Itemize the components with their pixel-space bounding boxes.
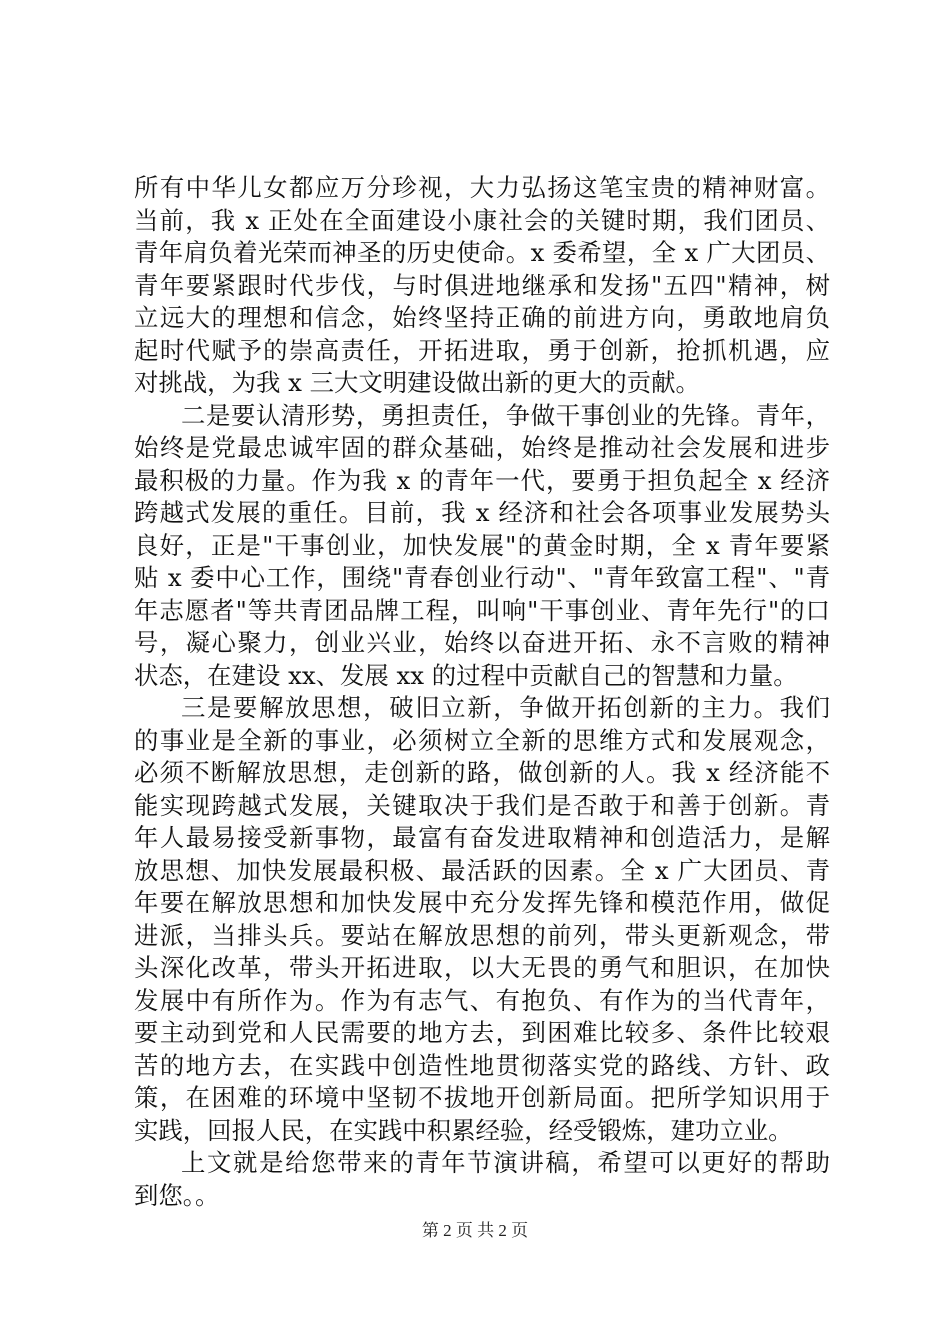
text-line: 进派，当排头兵。要站在解放思想的前列，带头更新观念，带 xyxy=(134,920,830,950)
document-body xyxy=(134,172,830,1212)
text-line: 到您。。 xyxy=(134,1180,220,1210)
paragraph-first-line: 三是要解放思想，破旧立新，争做开拓创新的主力。我们 xyxy=(181,693,830,722)
text-line: 年志愿者"等共青团品牌工程，叫响"干事创业、青年先行"的口 xyxy=(134,595,830,625)
text-line: 最积极的力量。作为我 x 的青年一代，要勇于担负起全 x 经济 xyxy=(134,465,830,495)
text-line: 始终是党最忠诚牢固的群众基础，始终是推动社会发展和进步 xyxy=(134,433,830,462)
text-line: 青年肩负着光荣而神圣的历史使命。x 委希望，全 x 广大团员、 xyxy=(134,238,830,267)
text-line: 放思想、加快发展最积极、最活跃的因素。全 x 广大团员、青 xyxy=(134,855,830,885)
text-line: 起时代赋予的崇高责任，开拓进取，勇于创新，抢抓机遇，应 xyxy=(134,335,830,365)
text-line: 良好，正是"干事创业，加快发展"的黄金时期，全 x 青年要紧 xyxy=(134,530,830,560)
text-line: 所有中华儿女都应万分珍视，大力弘扬这笔宝贵的精神财富。 xyxy=(134,173,830,202)
text-line: 能实现跨越式发展，关键取决于我们是否敢于和善于创新。青 xyxy=(134,790,830,820)
paragraph-first-line: 二是要认清形势，勇担责任，争做干事创业的先锋。青年， xyxy=(181,400,830,430)
text-line: 要主动到党和人民需要的地方去，到困难比较多、条件比较艰 xyxy=(134,1018,830,1047)
text-line: 年要在解放思想和加快发展中充分发挥先锋和模范作用，做促 xyxy=(134,888,830,917)
text-line: 发展中有所作为。作为有志气、有抱负、有作为的当代青年， xyxy=(134,985,830,1015)
text-line: 状态，在建设 xx、发展 xx 的过程中贡献自己的智慧和力量。 xyxy=(134,660,798,690)
text-line: 贴 x 委中心工作，围绕"青春创业行动"、"青年致富工程"、"青 xyxy=(134,563,830,592)
text-line: 必须不断解放思想，走创新的路，做创新的人。我 x 经济能不 xyxy=(134,758,830,787)
text-line: 苦的地方去，在实践中创造性地贯彻落实党的路线、方针、政 xyxy=(134,1050,830,1080)
text-line: 青年要紧跟时代步伐，与时俱进地继承和发扬"五四"精神，树 xyxy=(134,270,830,300)
page-number-footer: 第 2 页 共 2 页 xyxy=(421,1221,529,1240)
paragraph-first-line: 上文就是给您带来的青年节演讲稿，希望可以更好的帮助 xyxy=(181,1148,830,1177)
text-line: 头深化改革，带头开拓进取，以大无畏的勇气和胆识，在加快 xyxy=(134,953,830,982)
text-line: 跨越式发展的重任。目前，我 x 经济和社会各项事业发展势头 xyxy=(134,498,830,527)
text-line: 策，在困难的环境中坚韧不拔地开创新局面。把所学知识用于 xyxy=(134,1083,830,1112)
text-line: 对挑战，为我 x 三大文明建设做出新的更大的贡献。 xyxy=(134,368,700,397)
text-line: 年人最易接受新事物，最富有奋发进取精神和创造活力，是解 xyxy=(134,823,830,852)
text-line: 当前，我 x 正处在全面建设小康社会的关键时期，我们团员、 xyxy=(134,205,830,235)
text-line: 号，凝心聚力，创业兴业，始终以奋进开拓、永不言败的精神 xyxy=(134,628,830,657)
text-line: 的事业是全新的事业，必须树立全新的思维方式和发展观念， xyxy=(134,725,830,755)
text-line: 实践，回报人民，在实践中积累经验，经受锻炼，建功立业。 xyxy=(134,1115,793,1145)
text-line: 立远大的理想和信念，始终坚持正确的前进方向，勇敢地肩负 xyxy=(134,303,830,332)
